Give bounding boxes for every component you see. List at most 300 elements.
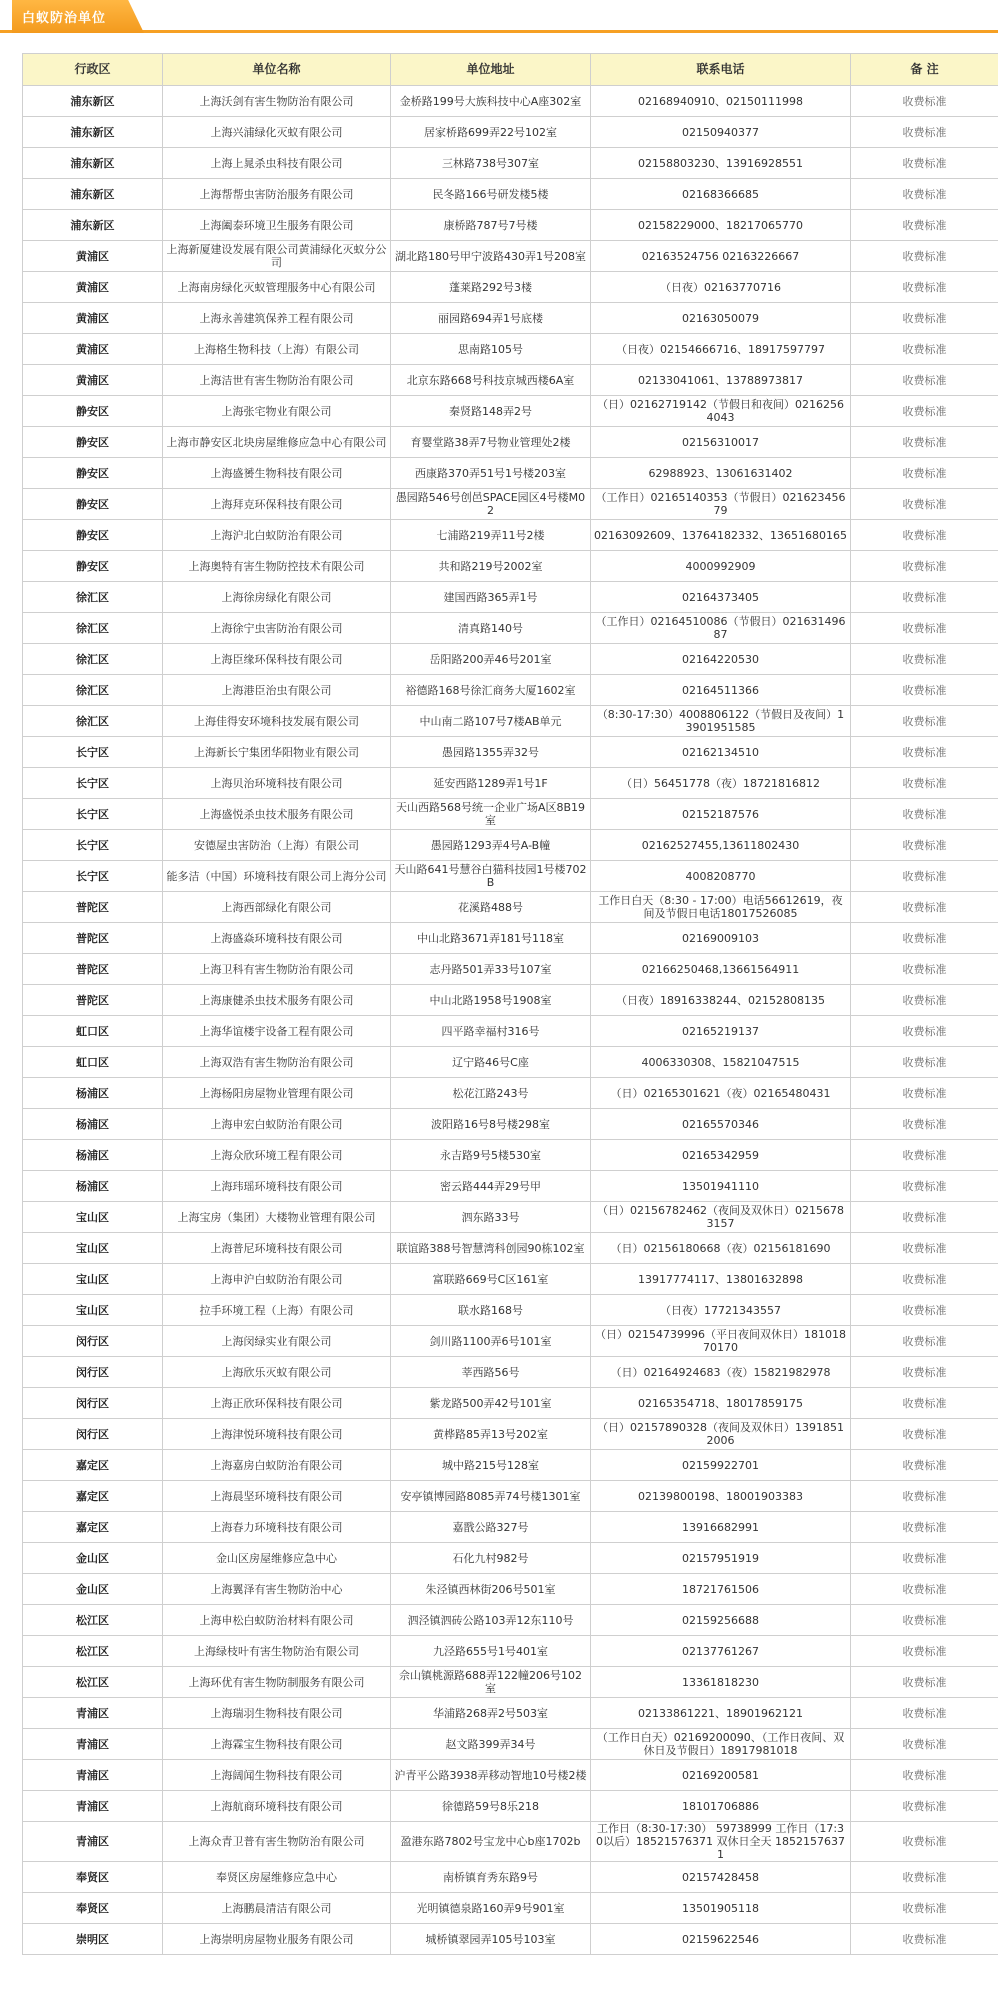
fee-standard-link[interactable]: 收费标准	[851, 179, 998, 210]
address-cell: 密云路444弄29号甲	[391, 1171, 591, 1202]
fee-standard-link[interactable]: 收费标准	[851, 861, 998, 892]
address-cell: 紫龙路500弄42号101室	[391, 1388, 591, 1419]
company-name-cell: 能多洁（中国）环境科技有限公司上海分公司	[163, 861, 391, 892]
table-row	[23, 489, 998, 520]
address-cell: 南桥镇育秀东路9号	[391, 1862, 591, 1893]
address-cell: 莘西路56号	[391, 1357, 591, 1388]
fee-standard-link[interactable]: 收费标准	[851, 1047, 998, 1078]
company-name-cell: 上海申松白蚁防治材料有限公司	[163, 1605, 391, 1636]
phone-cell: 02164373405	[591, 582, 851, 613]
address-cell: 华浦路268弄2号503室	[391, 1698, 591, 1729]
fee-standard-link[interactable]: 收费标准	[851, 1388, 998, 1419]
fee-standard-link[interactable]: 收费标准	[851, 1078, 998, 1109]
table-row	[23, 923, 998, 954]
company-name-cell: 上海闵绿实业有限公司	[163, 1326, 391, 1357]
district-cell: 松江区	[23, 1667, 163, 1698]
district-cell: 静安区	[23, 427, 163, 458]
section-title: 白蚁防治单位	[22, 11, 107, 26]
company-name-cell: 上海沃剑有害生物防治有限公司	[163, 86, 391, 117]
phone-cell: （日夜）18916338244、02152808135	[591, 985, 851, 1016]
address-cell: 延安西路1289弄1号1F	[391, 768, 591, 799]
company-name-cell: 上海众欣环境工程有限公司	[163, 1140, 391, 1171]
district-cell: 黄浦区	[23, 365, 163, 396]
address-cell: 康桥路787号7号楼	[391, 210, 591, 241]
phone-cell: 02168940910、02150111998	[591, 86, 851, 117]
district-cell: 浦东新区	[23, 179, 163, 210]
company-name-cell: 上海永善建筑保养工程有限公司	[163, 303, 391, 334]
company-name-cell: 上海南房绿化灭蚁管理服务中心有限公司	[163, 272, 391, 303]
table-row	[23, 148, 998, 179]
district-cell: 杨浦区	[23, 1109, 163, 1140]
fee-standard-link[interactable]: 收费标准	[851, 551, 998, 582]
address-cell: 盈港东路7802号宝龙中心b座1702b	[391, 1822, 591, 1862]
fee-standard-link[interactable]: 收费标准	[851, 1481, 998, 1512]
district-cell: 普陀区	[23, 985, 163, 1016]
fee-standard-link[interactable]: 收费标准	[851, 1543, 998, 1574]
fee-standard-link[interactable]: 收费标准	[851, 954, 998, 985]
fee-standard-link[interactable]: 收费标准	[851, 1450, 998, 1481]
fee-standard-link[interactable]: 收费标准	[851, 520, 998, 551]
table-row	[23, 706, 998, 737]
address-cell: 泗泾镇泗砖公路103弄12东110号	[391, 1605, 591, 1636]
fee-standard-link[interactable]: 收费标准	[851, 241, 998, 272]
fee-standard-link[interactable]: 收费标准	[851, 1760, 998, 1791]
table-row	[23, 1047, 998, 1078]
fee-standard-link[interactable]: 收费标准	[851, 1729, 998, 1760]
phone-cell: 工作日（8:30-17:30） 59738999 工作日（17:30以后）18521576371 双休日全天 18521576371	[591, 1822, 851, 1862]
phone-cell: 02163092609、13764182332、13651680165	[591, 520, 851, 551]
fee-standard-link[interactable]: 收费标准	[851, 892, 998, 923]
fee-standard-link[interactable]: 收费标准	[851, 1574, 998, 1605]
phone-cell: 02133861221、18901962121	[591, 1698, 851, 1729]
phone-cell: 工作日白天（8:30 - 17:00）电话56612619，夜间及节假日电话18017526085	[591, 892, 851, 923]
fee-standard-link[interactable]: 收费标准	[851, 1667, 998, 1698]
district-cell: 金山区	[23, 1543, 163, 1574]
district-cell: 闵行区	[23, 1419, 163, 1450]
district-cell: 浦东新区	[23, 148, 163, 179]
table-row	[23, 1698, 998, 1729]
table-row	[23, 675, 998, 706]
fee-standard-link[interactable]: 收费标准	[851, 1357, 998, 1388]
fee-standard-link[interactable]: 收费标准	[851, 396, 998, 427]
company-name-cell: 上海春力环境科技有限公司	[163, 1512, 391, 1543]
table-row	[23, 1729, 998, 1760]
fee-standard-link[interactable]: 收费标准	[851, 830, 998, 861]
company-name-cell: 上海格生物科技（上海）有限公司	[163, 334, 391, 365]
fee-standard-link[interactable]: 收费标准	[851, 768, 998, 799]
table-row	[23, 551, 998, 582]
address-cell: 清真路140号	[391, 613, 591, 644]
fee-standard-link[interactable]: 收费标准	[851, 365, 998, 396]
address-cell: 民冬路166号研发楼5楼	[391, 179, 591, 210]
district-cell: 徐汇区	[23, 706, 163, 737]
address-cell: 沪青平公路3938弄移动智地10号楼2楼	[391, 1760, 591, 1791]
address-cell: 七浦路219弄11号2楼	[391, 520, 591, 551]
address-cell: 西康路370弄51号1号楼203室	[391, 458, 591, 489]
table-row	[23, 334, 998, 365]
fee-standard-link[interactable]: 收费标准	[851, 1171, 998, 1202]
company-name-cell: 上海欣乐灭蚁有限公司	[163, 1357, 391, 1388]
district-cell: 青浦区	[23, 1791, 163, 1822]
phone-cell: 4000992909	[591, 551, 851, 582]
fee-standard-link[interactable]: 收费标准	[851, 1512, 998, 1543]
fee-standard-link[interactable]: 收费标准	[851, 675, 998, 706]
table-row	[23, 1862, 998, 1893]
district-cell: 宝山区	[23, 1202, 163, 1233]
district-cell: 徐汇区	[23, 675, 163, 706]
table-row	[23, 1636, 998, 1667]
fee-standard-link[interactable]: 收费标准	[851, 613, 998, 644]
table-row	[23, 768, 998, 799]
address-cell: 居家桥路699弄22号102室	[391, 117, 591, 148]
phone-cell: 02166250468,13661564911	[591, 954, 851, 985]
table-row	[23, 241, 998, 272]
fee-standard-link[interactable]: 收费标准	[851, 985, 998, 1016]
address-cell: 三林路738号307室	[391, 148, 591, 179]
district-cell: 嘉定区	[23, 1512, 163, 1543]
company-name-cell: 上海翼泽有害生物防治中心	[163, 1574, 391, 1605]
address-cell: 愚园路1355弄32号	[391, 737, 591, 768]
address-cell: 中山北路1958号1908室	[391, 985, 591, 1016]
district-cell: 奉贤区	[23, 1893, 163, 1924]
company-name-cell: 上海张宅物业有限公司	[163, 396, 391, 427]
phone-cell: 02157428458	[591, 1862, 851, 1893]
address-cell: 北京东路668号科技京城西楼6A室	[391, 365, 591, 396]
fee-standard-link[interactable]: 收费标准	[851, 1893, 998, 1924]
address-cell: 天山路641号慧谷白猫科技园1号楼702B	[391, 861, 591, 892]
district-cell: 青浦区	[23, 1698, 163, 1729]
company-name-cell: 上海瑞羽生物科技有限公司	[163, 1698, 391, 1729]
fee-standard-link[interactable]: 收费标准	[851, 644, 998, 675]
phone-cell: （工作日白天）02169200090、（工作日夜间、双休日及节假日）18917981018	[591, 1729, 851, 1760]
fee-standard-link[interactable]: 收费标准	[851, 148, 998, 179]
district-cell: 嘉定区	[23, 1481, 163, 1512]
phone-cell: 02158803230、13916928551	[591, 148, 851, 179]
district-cell: 杨浦区	[23, 1140, 163, 1171]
termite-control-table-container	[22, 53, 998, 1955]
company-name-cell: 上海新长宁集团华阳物业有限公司	[163, 737, 391, 768]
table-row	[23, 1171, 998, 1202]
phone-cell: 13501905118	[591, 1893, 851, 1924]
address-cell: 光明镇德泉路160弄9号901室	[391, 1893, 591, 1924]
column-header-phone: 联系电话	[591, 54, 851, 86]
table-row	[23, 1295, 998, 1326]
phone-cell: 02162134510	[591, 737, 851, 768]
company-name-cell: 上海贝治环境科技有限公司	[163, 768, 391, 799]
fee-standard-link[interactable]: 收费标准	[851, 1233, 998, 1264]
company-name-cell: 上海帮帮虫害防治服务有限公司	[163, 179, 391, 210]
phone-cell: 13916682991	[591, 1512, 851, 1543]
company-name-cell: 上海佳得安环境科技发展有限公司	[163, 706, 391, 737]
phone-cell: 13501941110	[591, 1171, 851, 1202]
district-cell: 长宁区	[23, 830, 163, 861]
fee-standard-link[interactable]: 收费标准	[851, 1264, 998, 1295]
table-row	[23, 644, 998, 675]
district-cell: 静安区	[23, 396, 163, 427]
phone-cell: 02152187576	[591, 799, 851, 830]
district-cell: 嘉定区	[23, 1450, 163, 1481]
company-name-cell: 上海上晁杀虫科技有限公司	[163, 148, 391, 179]
district-cell: 松江区	[23, 1605, 163, 1636]
address-cell: 永吉路9号5楼530室	[391, 1140, 591, 1171]
table-row	[23, 1605, 998, 1636]
phone-cell: 02162527455,13611802430	[591, 830, 851, 861]
phone-cell: 02164220530	[591, 644, 851, 675]
company-name-cell: 上海晨坚环境科技有限公司	[163, 1481, 391, 1512]
company-name-cell: 上海杨阳房屋物业管理有限公司	[163, 1078, 391, 1109]
phone-cell: 02157951919	[591, 1543, 851, 1574]
table-row	[23, 1140, 998, 1171]
fee-standard-link[interactable]: 收费标准	[851, 1326, 998, 1357]
column-header-district: 行政区	[23, 54, 163, 86]
address-cell: 天山西路568号统一企业广场A区8B19室	[391, 799, 591, 830]
address-cell: 波阳路16号8号楼298室	[391, 1109, 591, 1140]
phone-cell: 18101706886	[591, 1791, 851, 1822]
address-cell: 岳阳路200弄46号201室	[391, 644, 591, 675]
fee-standard-link[interactable]: 收费标准	[851, 1791, 998, 1822]
fee-standard-link[interactable]: 收费标准	[851, 117, 998, 148]
company-name-cell: 上海徐房绿化有限公司	[163, 582, 391, 613]
fee-standard-link[interactable]: 收费标准	[851, 737, 998, 768]
company-name-cell: 上海众青卫普有害生物防治有限公司	[163, 1822, 391, 1862]
phone-cell: 02150940377	[591, 117, 851, 148]
fee-standard-link[interactable]: 收费标准	[851, 1295, 998, 1326]
company-name-cell: 上海普尼环境科技有限公司	[163, 1233, 391, 1264]
fee-standard-link[interactable]: 收费标准	[851, 923, 998, 954]
address-cell: 石化九村982号	[391, 1543, 591, 1574]
fee-standard-link[interactable]: 收费标准	[851, 1140, 998, 1171]
district-cell: 虹口区	[23, 1047, 163, 1078]
company-name-cell: 上海卫科有害生物防治有限公司	[163, 954, 391, 985]
phone-cell: 02159622546	[591, 1924, 851, 1955]
district-cell: 徐汇区	[23, 582, 163, 613]
phone-cell: 02133041061、13788973817	[591, 365, 851, 396]
fee-standard-link[interactable]: 收费标准	[851, 86, 998, 117]
address-cell: 蓬莱路292号3楼	[391, 272, 591, 303]
company-name-cell: 上海洁世有害生物防治有限公司	[163, 365, 391, 396]
address-cell: 秦贤路148弄2号	[391, 396, 591, 427]
address-cell: 志丹路501弄33号107室	[391, 954, 591, 985]
phone-cell: （工作日）02164510086（节假日）02163149687	[591, 613, 851, 644]
district-cell: 宝山区	[23, 1264, 163, 1295]
company-name-cell: 上海拜克环保科技有限公司	[163, 489, 391, 520]
table-row	[23, 1388, 998, 1419]
company-name-cell: 上海港臣治虫有限公司	[163, 675, 391, 706]
address-cell: 育婴堂路38弄7号物业管理处2楼	[391, 427, 591, 458]
address-cell: 丽园路694弄1号底楼	[391, 303, 591, 334]
company-name-cell: 拉手环境工程（上海）有限公司	[163, 1295, 391, 1326]
district-cell: 青浦区	[23, 1729, 163, 1760]
district-cell: 静安区	[23, 489, 163, 520]
fee-standard-link[interactable]: 收费标准	[851, 1605, 998, 1636]
district-cell: 宝山区	[23, 1295, 163, 1326]
phone-cell: （日）56451778（夜）18721816812	[591, 768, 851, 799]
phone-cell: 02139800198、18001903383	[591, 1481, 851, 1512]
company-name-cell: 上海阖泰环境卫生服务有限公司	[163, 210, 391, 241]
table-row	[23, 365, 998, 396]
address-cell: 联水路168号	[391, 1295, 591, 1326]
phone-cell: 02163524756 02163226667	[591, 241, 851, 272]
table-row	[23, 1202, 998, 1233]
phone-cell: （日）02154739996（平日夜间双休日）18101870170	[591, 1326, 851, 1357]
table-row	[23, 861, 998, 892]
district-cell: 黄浦区	[23, 303, 163, 334]
phone-cell: 02159256688	[591, 1605, 851, 1636]
company-name-cell: 上海嘉房白蚁防治有限公司	[163, 1450, 391, 1481]
district-cell: 普陀区	[23, 923, 163, 954]
district-cell: 崇明区	[23, 1924, 163, 1955]
company-name-cell: 上海臣缘环保科技有限公司	[163, 644, 391, 675]
address-cell: 佘山镇桃源路688弄122幢206号102室	[391, 1667, 591, 1698]
fee-standard-link[interactable]: 收费标准	[851, 1109, 998, 1140]
company-name-cell: 上海宝房（集团）大楼物业管理有限公司	[163, 1202, 391, 1233]
phone-cell: 02165219137	[591, 1016, 851, 1047]
table-row	[23, 1574, 998, 1605]
company-name-cell: 上海崇明房屋物业服务有限公司	[163, 1924, 391, 1955]
phone-cell: 02156310017	[591, 427, 851, 458]
district-cell: 杨浦区	[23, 1171, 163, 1202]
company-name-cell: 上海沪北白蚁防治有限公司	[163, 520, 391, 551]
phone-cell: （8:30-17:30）4008806122（节假日及夜间）13901951585	[591, 706, 851, 737]
address-cell: 赵文路399弄34号	[391, 1729, 591, 1760]
table-row	[23, 613, 998, 644]
address-cell: 松花江路243号	[391, 1078, 591, 1109]
phone-cell: （日夜）17721343557	[591, 1295, 851, 1326]
company-name-cell: 上海康健杀虫技术服务有限公司	[163, 985, 391, 1016]
table-row	[23, 985, 998, 1016]
address-cell: 中山北路3671弄181号118室	[391, 923, 591, 954]
fee-standard-link[interactable]: 收费标准	[851, 489, 998, 520]
table-row	[23, 86, 998, 117]
district-cell: 青浦区	[23, 1760, 163, 1791]
address-cell: 金桥路199号大族科技中心A座302室	[391, 86, 591, 117]
district-cell: 杨浦区	[23, 1078, 163, 1109]
table-header-row	[23, 54, 998, 86]
phone-cell: 02163050079	[591, 303, 851, 334]
fee-standard-link[interactable]: 收费标准	[851, 427, 998, 458]
company-name-cell: 上海玮瑶环境科技有限公司	[163, 1171, 391, 1202]
company-name-cell: 上海市静安区北块房屋维修应急中心有限公司	[163, 427, 391, 458]
district-cell: 金山区	[23, 1574, 163, 1605]
fee-standard-link[interactable]: 收费标准	[851, 458, 998, 489]
company-name-cell: 上海环优有害生物防制服务有限公司	[163, 1667, 391, 1698]
fee-standard-link[interactable]: 收费标准	[851, 706, 998, 737]
table-row	[23, 1924, 998, 1955]
company-name-cell: 上海盛焱环境科技有限公司	[163, 923, 391, 954]
company-name-cell: 上海申宏白蚁防治有限公司	[163, 1109, 391, 1140]
fee-standard-link[interactable]: 收费标准	[851, 1202, 998, 1233]
address-cell: 建国西路365弄1号	[391, 582, 591, 613]
table-row	[23, 303, 998, 334]
district-cell: 松江区	[23, 1636, 163, 1667]
table-row	[23, 1512, 998, 1543]
phone-cell: 4006330308、15821047515	[591, 1047, 851, 1078]
fee-standard-link[interactable]: 收费标准	[851, 1698, 998, 1729]
company-name-cell: 上海新厦建设发展有限公司黄浦绿化灭蚁分公司	[163, 241, 391, 272]
fee-standard-link[interactable]: 收费标准	[851, 303, 998, 334]
phone-cell: 02169009103	[591, 923, 851, 954]
company-name-cell: 上海正欣环保科技有限公司	[163, 1388, 391, 1419]
table-row	[23, 1543, 998, 1574]
district-cell: 虹口区	[23, 1016, 163, 1047]
district-cell: 宝山区	[23, 1233, 163, 1264]
fee-standard-link[interactable]: 收费标准	[851, 1822, 998, 1862]
address-cell: 联谊路388号智慧湾科创园90栋102室	[391, 1233, 591, 1264]
table-row	[23, 1791, 998, 1822]
district-cell: 闵行区	[23, 1326, 163, 1357]
table-row	[23, 117, 998, 148]
table-row	[23, 1893, 998, 1924]
address-cell: 辽宁路46号C座	[391, 1047, 591, 1078]
phone-cell: （日）02156782462（夜间及双休日）02156783157	[591, 1202, 851, 1233]
fee-standard-link[interactable]: 收费标准	[851, 272, 998, 303]
table-row	[23, 1481, 998, 1512]
phone-cell: 13917774117、13801632898	[591, 1264, 851, 1295]
district-cell: 黄浦区	[23, 241, 163, 272]
table-row	[23, 1078, 998, 1109]
phone-cell: 02164511366	[591, 675, 851, 706]
company-name-cell: 奉贤区房屋维修应急中心	[163, 1862, 391, 1893]
fee-standard-link[interactable]: 收费标准	[851, 334, 998, 365]
phone-cell: 02158229000、18217065770	[591, 210, 851, 241]
fee-standard-link[interactable]: 收费标准	[851, 799, 998, 830]
fee-standard-link[interactable]: 收费标准	[851, 1636, 998, 1667]
company-name-cell: 上海霖宝生物科技有限公司	[163, 1729, 391, 1760]
phone-cell: （日）02157890328（夜间及双休日）13918512006	[591, 1419, 851, 1450]
address-cell: 九泾路655号1号401室	[391, 1636, 591, 1667]
company-name-cell: 上海华谊楼宇设备工程有限公司	[163, 1016, 391, 1047]
company-name-cell: 上海鹏晨清洁有限公司	[163, 1893, 391, 1924]
district-cell: 静安区	[23, 458, 163, 489]
district-cell: 徐汇区	[23, 613, 163, 644]
fee-standard-link[interactable]: 收费标准	[851, 210, 998, 241]
table-row	[23, 954, 998, 985]
fee-standard-link[interactable]: 收费标准	[851, 582, 998, 613]
phone-cell: 02165354718、18017859175	[591, 1388, 851, 1419]
fee-standard-link[interactable]: 收费标准	[851, 1924, 998, 1955]
district-cell: 徐汇区	[23, 644, 163, 675]
phone-cell: 02165570346	[591, 1109, 851, 1140]
fee-standard-link[interactable]: 收费标准	[851, 1419, 998, 1450]
table-row	[23, 830, 998, 861]
company-name-cell: 上海阔闻生物科技有限公司	[163, 1760, 391, 1791]
company-name-cell: 上海航商环境科技有限公司	[163, 1791, 391, 1822]
table-row	[23, 1016, 998, 1047]
company-name-cell: 上海徐宁虫害防治有限公司	[163, 613, 391, 644]
table-row	[23, 520, 998, 551]
company-name-cell: 上海双浩有害生物防治有限公司	[163, 1047, 391, 1078]
phone-cell: （日）02156180668（夜）02156181690	[591, 1233, 851, 1264]
district-cell: 闵行区	[23, 1357, 163, 1388]
table-row	[23, 1109, 998, 1140]
district-cell: 黄浦区	[23, 272, 163, 303]
table-row	[23, 1264, 998, 1295]
district-cell: 奉贤区	[23, 1862, 163, 1893]
address-cell: 愚园路546号创邑SPACE园区4号楼M02	[391, 489, 591, 520]
company-name-cell: 上海西部绿化有限公司	[163, 892, 391, 923]
district-cell: 静安区	[23, 520, 163, 551]
table-row	[23, 179, 998, 210]
address-cell: 城桥镇翠园弄105号103室	[391, 1924, 591, 1955]
phone-cell: 02168366685	[591, 179, 851, 210]
table-row	[23, 892, 998, 923]
phone-cell: 02159922701	[591, 1450, 851, 1481]
fee-standard-link[interactable]: 收费标准	[851, 1016, 998, 1047]
district-cell: 青浦区	[23, 1822, 163, 1862]
fee-standard-link[interactable]: 收费标准	[851, 1862, 998, 1893]
phone-cell: （日）02164924683（夜）15821982978	[591, 1357, 851, 1388]
company-name-cell: 上海奥特有害生物防控技术有限公司	[163, 551, 391, 582]
